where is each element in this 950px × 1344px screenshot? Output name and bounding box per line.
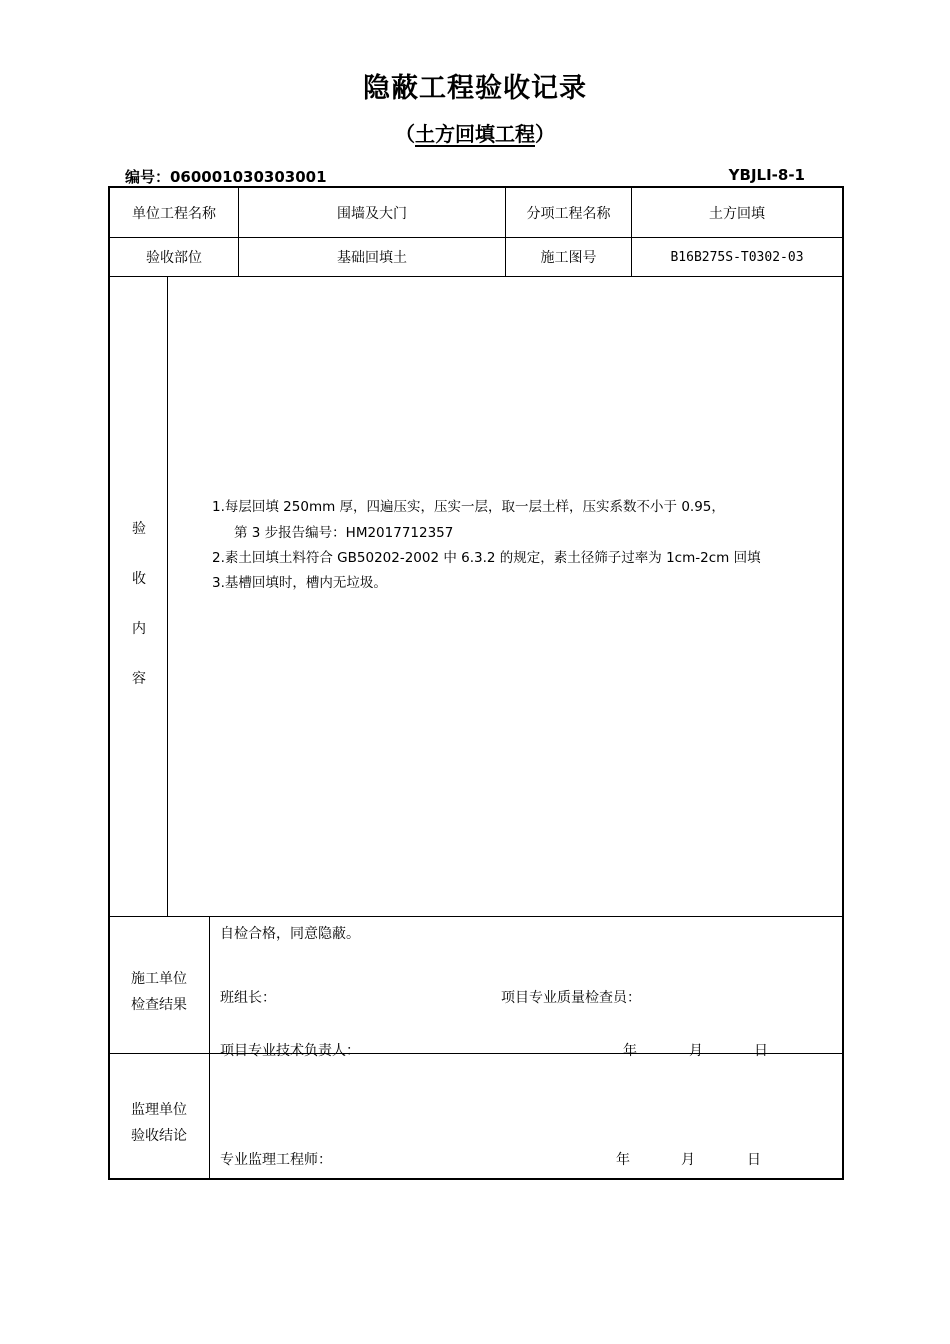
document-title: 隐蔽工程验收记录 <box>363 73 587 104</box>
content-line: 1.每层回填 250mm 厚，四遍压实，压实一层，取一层土样，压实系数不小于 0.95， <box>212 499 725 515</box>
location-label: 验收部位 <box>146 250 202 266</box>
content-line: 3.基槽回填时，槽内无垃圾。 <box>212 575 387 591</box>
content-line: 第 3 步报告编号：HM2017712357 <box>234 525 454 541</box>
tech-lead-label: 项目专业技术负责人： <box>220 1043 360 1059</box>
subtitle-close-paren: ） <box>535 122 555 146</box>
record-number: 编号：060001030303001 <box>125 168 327 186</box>
construction-label-line1: 施工单位 <box>131 971 187 987</box>
team-leader-label: 班组长： <box>220 990 276 1006</box>
subtitle-open-paren: （ <box>395 122 415 146</box>
form-code: YBJLⅠ-8-1 <box>728 166 805 184</box>
day-label: 日 <box>747 1152 761 1168</box>
document-subtitle <box>0 118 950 147</box>
subtitle-text: 土方回填工程 <box>415 122 535 146</box>
supervision-label-line1: 监理单位 <box>131 1102 187 1118</box>
sub-project-label: 分项工程名称 <box>526 205 611 222</box>
construction-label-line2: 检查结果 <box>131 997 187 1013</box>
year-label: 年 <box>616 1152 630 1168</box>
content-label-char: 容 <box>132 671 146 687</box>
content-label-char: 收 <box>132 571 146 587</box>
record-table <box>108 186 844 1180</box>
self-check-result: 自检合格，同意隐蔽。 <box>220 926 360 942</box>
year-label: 年 <box>623 1043 637 1059</box>
col-divider <box>209 916 210 1178</box>
row-divider <box>110 916 842 917</box>
sub-project-value: 土方回填 <box>709 205 765 222</box>
row-divider <box>110 276 842 277</box>
content-label <box>110 277 168 916</box>
supervision-engineer-label: 专业监理工程师： <box>220 1152 332 1168</box>
unit-project-value: 围墙及大门 <box>337 205 407 222</box>
location-value: 基础回填土 <box>337 250 407 266</box>
quality-inspector-label: 项目专业质量检查员： <box>501 990 641 1006</box>
day-label: 日 <box>754 1043 768 1059</box>
unit-project-label: 单位工程名称 <box>132 205 216 222</box>
content-label-char: 内 <box>132 621 146 637</box>
code-row <box>125 166 805 186</box>
month-label: 月 <box>681 1152 695 1168</box>
supervision-label-line2: 验收结论 <box>131 1128 187 1144</box>
drawing-number: B16B275S-T0302-03 <box>670 249 804 265</box>
content-line: 2.素土回填土料符合 GB50202-2002 中 6.3.2 的规定，素土径筛子过率为 1cm-2cm 回填 <box>212 550 761 566</box>
content-label-char: 验 <box>132 521 146 537</box>
drawing-label: 施工图号 <box>540 250 597 266</box>
month-label: 月 <box>689 1043 703 1059</box>
